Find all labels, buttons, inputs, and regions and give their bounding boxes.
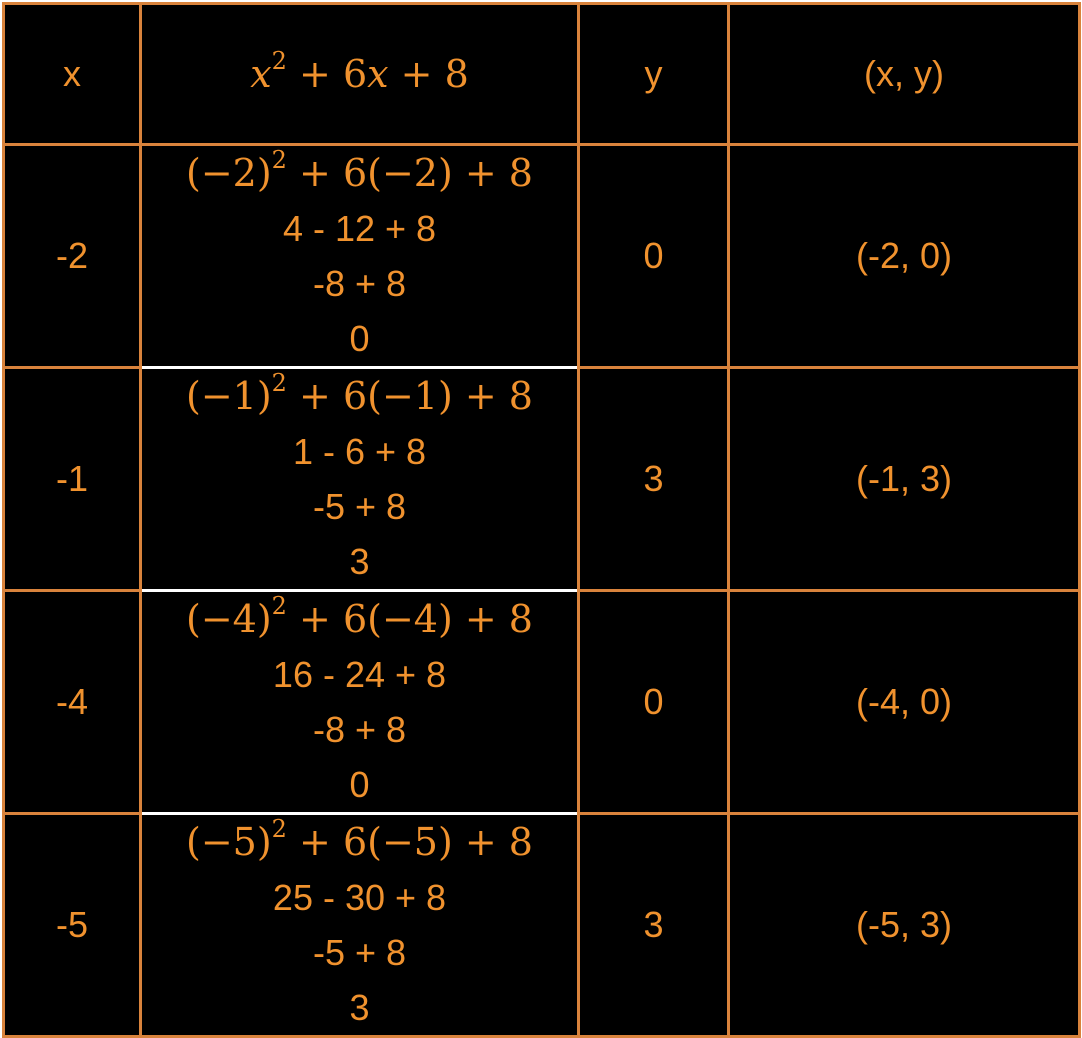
cell-xy: (-2, 0) — [729, 145, 1080, 368]
cell-expression — [141, 145, 579, 368]
header-expression — [141, 4, 579, 145]
cell-expression — [141, 368, 579, 591]
table-row — [4, 814, 1080, 1037]
step-line-1: 1 - 6 + 8 — [292, 431, 427, 472]
cell-y: 0 — [579, 145, 729, 368]
header-x: x — [4, 4, 141, 145]
table-row — [4, 591, 1080, 814]
cell-y: 3 — [579, 814, 729, 1037]
step-line-3: 3 — [349, 541, 370, 582]
cell-xy: (-1, 3) — [729, 368, 1080, 591]
step-line-2: -5 + 8 — [312, 932, 407, 973]
cell-y: 3 — [579, 368, 729, 591]
table-row — [4, 145, 1080, 368]
cell-x: -4 — [4, 591, 141, 814]
cell-x: -5 — [4, 814, 141, 1037]
table-of-values — [2, 2, 1081, 1038]
step-line-3: 0 — [349, 764, 370, 805]
header-xy: (x, y) — [729, 4, 1080, 145]
cell-xy: (-5, 3) — [729, 814, 1080, 1037]
substitution-line: $(-4)^2 + 6(-4) + 8$ — [186, 592, 533, 641]
step-line-1: 25 - 30 + 8 — [272, 877, 447, 918]
substitution-line: $(-5)^2 + 6(-5) + 8$ — [186, 815, 533, 864]
table-row — [4, 368, 1080, 591]
cell-xy: (-4, 0) — [729, 591, 1080, 814]
step-line-1: 16 - 24 + 8 — [272, 654, 447, 695]
step-line-2: -8 + 8 — [312, 709, 407, 750]
cell-expression — [141, 814, 579, 1037]
step-line-3: 3 — [349, 987, 370, 1028]
step-line-3: 0 — [349, 318, 370, 359]
cell-x: -2 — [4, 145, 141, 368]
header-expression-math: $x^2 + 6x + 8$ — [250, 47, 469, 96]
substitution-line: $(-2)^2 + 6(-2) + 8$ — [186, 146, 533, 195]
cell-y: 0 — [579, 591, 729, 814]
substitution-line: $(-1)^2 + 6(-1) + 8$ — [186, 369, 533, 418]
step-line-2: -8 + 8 — [312, 263, 407, 304]
step-line-1: 4 - 12 + 8 — [282, 208, 437, 249]
header-row — [4, 4, 1080, 145]
cell-x: -1 — [4, 368, 141, 591]
step-line-2: -5 + 8 — [312, 486, 407, 527]
cell-expression — [141, 591, 579, 814]
header-y: y — [579, 4, 729, 145]
